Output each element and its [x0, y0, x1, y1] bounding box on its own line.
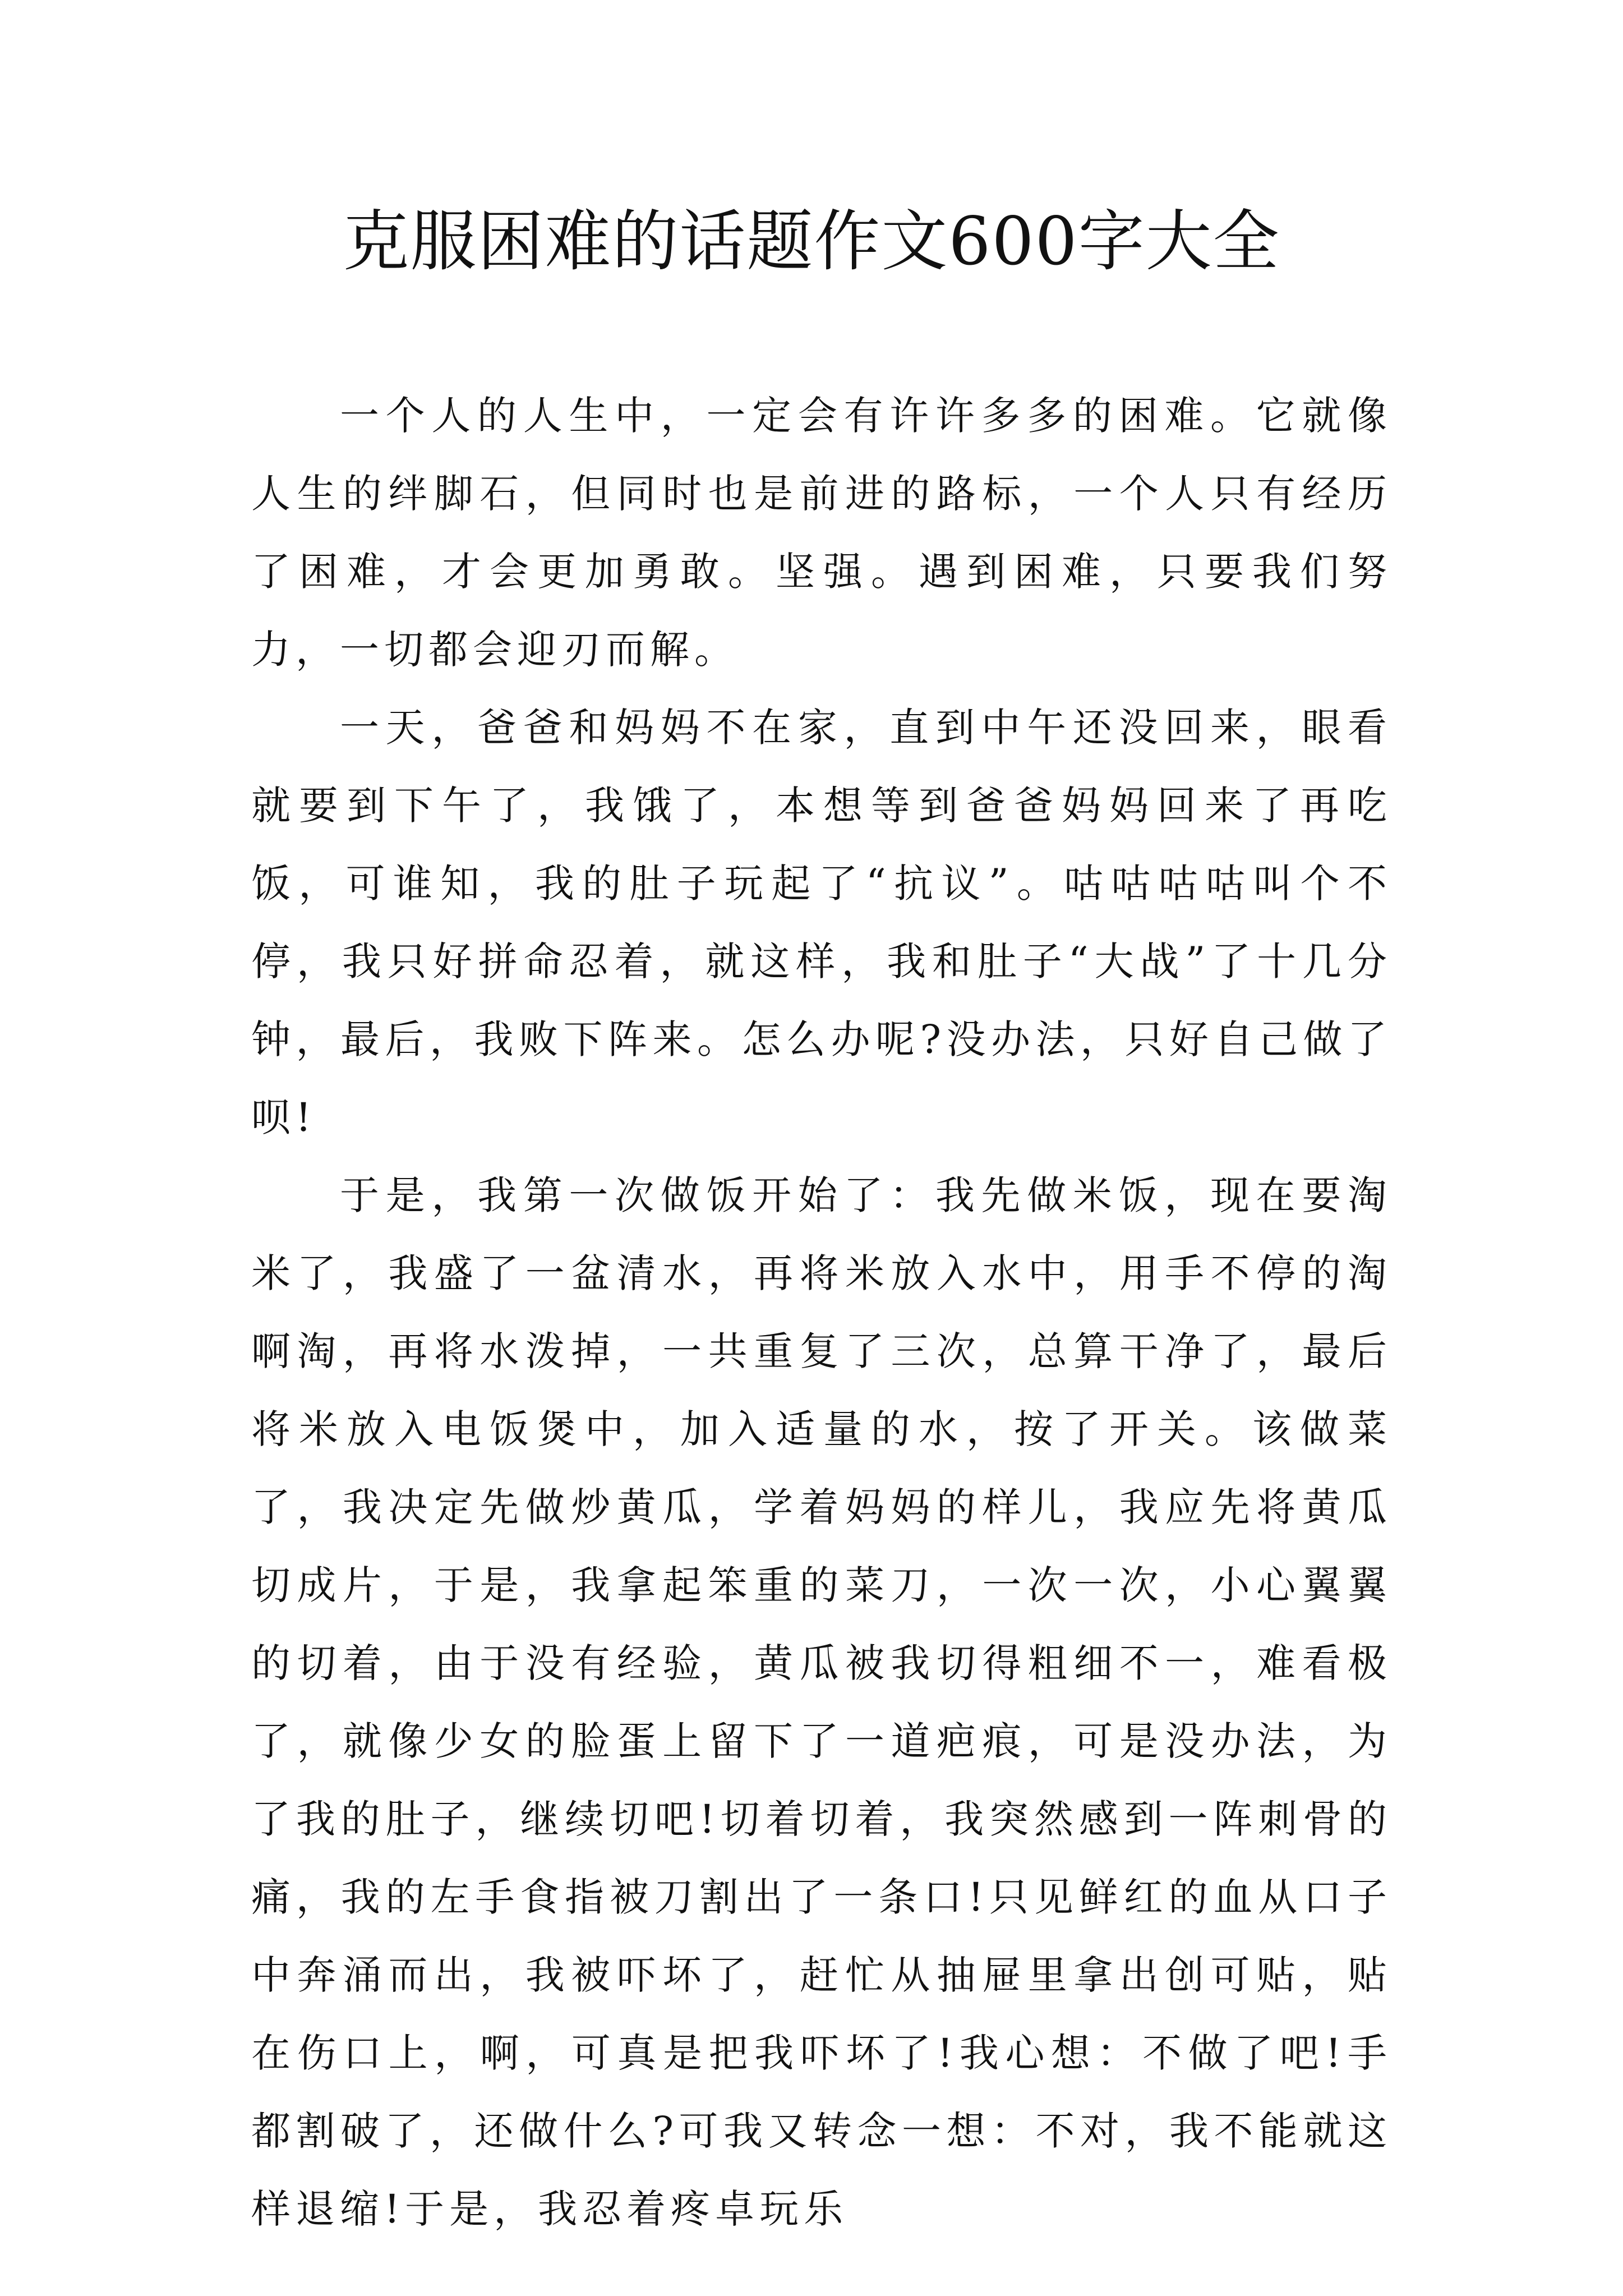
paragraph-3: 于是，我第一次做饭开始了：我先做米饭，现在要淘米了，我盛了一盆清水，再将米放入水中，用手不停的淘啊淘，再将水泼掉，一共重复了三次，总算干净了，最后将米放入电饭煲中，加入适量的水，按了开关。该做菜了，我决定先做炒黄瓜，学着妈妈的样儿，我应先将黄瓜切成片，于是，我拿起笨重的菜刀，一次一次，小心翼翼的切着，由于没有经验，黄瓜被我切得粗细不一，难看极了，就像少女的脸蛋上留下了一道疤痕，可是没办法，为了我的肚子，继续切吧!切着切着，我突然感到一阵刺骨的痛，我的左手食指被刀割出了一条口!只见鲜红的血从口子中奔涌而出，我被吓坏了，赶忙从抽屉里拿出创可贴，贴在伤口上，啊，可真是把我吓坏了!我心想：不做了吧!手都割破了，还做什么?可我又转念一想：不对，我不能就这样退缩!于是，我忍着疼卓玩乐	[251, 1172, 1392, 2232]
document-body	[251, 377, 1392, 2248]
paragraph-2: 一天，爸爸和妈妈不在家，直到中午还没回来，眼看就要到下午了，我饿了，本想等到爸爸妈妈回来了再吃饭，可谁知，我的肚子玩起了“抗议”。咕咕咕咕叫个不停，我只好拼命忍着，就这样，我和肚子“大战”了十几分钟，最后，我败下阵来。怎么办呢?没办法，只好自己做了呗!	[251, 705, 1392, 1140]
paragraph-1: 一个人的人生中，一定会有许许多多的困难。它就像人生的绊脚石，但同时也是前进的路标，一个人只有经历了困难，才会更加勇敢。坚强。遇到困难，只要我们努力，一切都会迎刃而解。	[251, 393, 1392, 673]
document-title: 克服困难的话题作文600字大全	[343, 203, 1280, 280]
